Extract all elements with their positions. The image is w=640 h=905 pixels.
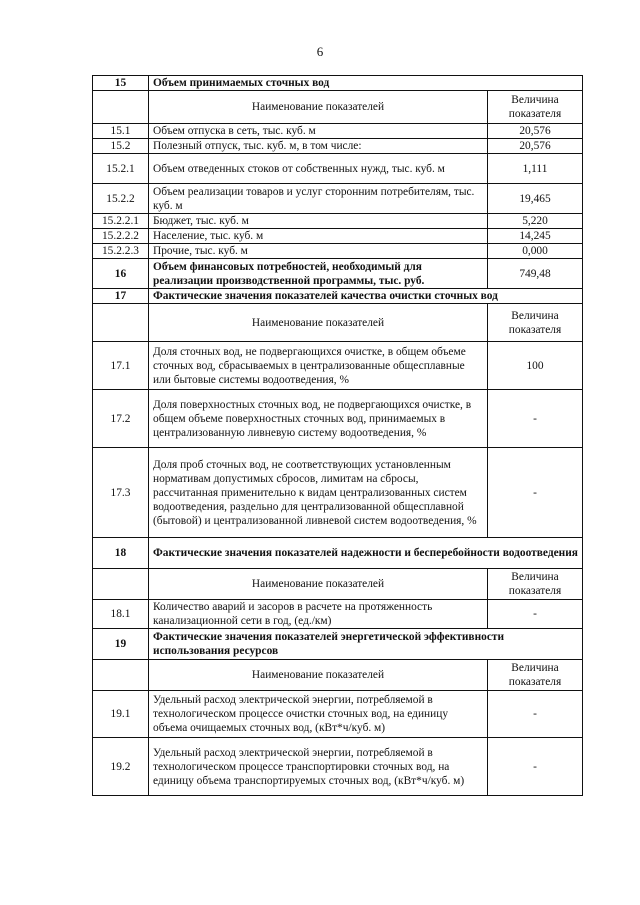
row-value: - bbox=[488, 448, 583, 538]
row-number: 15.2.2 bbox=[93, 184, 149, 214]
row-number: 17.2 bbox=[93, 390, 149, 448]
header-empty-cell bbox=[93, 91, 149, 124]
section-title: Объем финансовых потребностей, необходимый для реализации производственной программы, тыс. руб. bbox=[149, 259, 488, 289]
row-number: 18.1 bbox=[93, 600, 149, 629]
header-value: Величина показателя bbox=[488, 569, 583, 600]
column-header-row bbox=[93, 304, 583, 342]
row-value: - bbox=[488, 738, 583, 796]
column-header-row bbox=[93, 660, 583, 691]
row-name: Доля проб сточных вод, не соответствующих установленным нормативам допустимых сбросов, лимитам на сбросы, рассчитанная применительно к видам централизованных систем водоотведения, раздельно для централизованной общесплавной (бытовой) и централизованной ливневой систем водоотведения, % bbox=[149, 448, 488, 538]
table-row bbox=[93, 184, 583, 214]
row-number: 17.1 bbox=[93, 342, 149, 390]
header-empty-cell bbox=[93, 660, 149, 691]
section-header-row bbox=[93, 76, 583, 91]
section-number: 15 bbox=[93, 76, 149, 91]
table-row bbox=[93, 600, 583, 629]
row-number: 15.2 bbox=[93, 139, 149, 154]
row-name: Удельный расход электрической энергии, потребляемой в технологическом процессе очистки сточных вод, на единицу объема очищаемых сточных вод, (кВт*ч/куб. м) bbox=[149, 691, 488, 738]
table-row bbox=[93, 214, 583, 229]
table-row bbox=[93, 244, 583, 259]
section-number: 18 bbox=[93, 538, 149, 569]
section-header-row bbox=[93, 629, 583, 660]
row-value: - bbox=[488, 390, 583, 448]
section-number: 19 bbox=[93, 629, 149, 660]
section-header-row bbox=[93, 538, 583, 569]
header-name: Наименование показателей bbox=[149, 91, 488, 124]
row-name: Бюджет, тыс. куб. м bbox=[149, 214, 488, 229]
row-value: 1,111 bbox=[488, 154, 583, 184]
table-row bbox=[93, 124, 583, 139]
section-number: 16 bbox=[93, 259, 149, 289]
row-name: Объем отведенных стоков от собственных нужд, тыс. куб. м bbox=[149, 154, 488, 184]
row-value: 100 bbox=[488, 342, 583, 390]
row-name: Прочие, тыс. куб. м bbox=[149, 244, 488, 259]
row-name: Население, тыс. куб. м bbox=[149, 229, 488, 244]
row-name: Полезный отпуск, тыс. куб. м, в том числе: bbox=[149, 139, 488, 154]
section-header-row bbox=[93, 289, 583, 304]
row-name: Количество аварий и засоров в расчете на протяженность канализационной сети в год, (ед./км) bbox=[149, 600, 488, 629]
table-row bbox=[93, 139, 583, 154]
row-value: 5,220 bbox=[488, 214, 583, 229]
row-value: 20,576 bbox=[488, 139, 583, 154]
section-title: Фактические значения показателей надежности и бесперебойности водоотведения bbox=[149, 538, 583, 569]
table-row bbox=[93, 390, 583, 448]
row-value: 0,000 bbox=[488, 244, 583, 259]
row-value: 19,465 bbox=[488, 184, 583, 214]
page-number: 6 bbox=[316, 44, 324, 59]
row-value: 20,576 bbox=[488, 124, 583, 139]
table-row bbox=[93, 738, 583, 796]
header-name: Наименование показателей bbox=[149, 660, 488, 691]
row-number: 15.2.1 bbox=[93, 154, 149, 184]
table-row bbox=[93, 229, 583, 244]
column-header-row bbox=[93, 91, 583, 124]
row-number: 19.1 bbox=[93, 691, 149, 738]
table-row bbox=[93, 154, 583, 184]
row-name: Объем отпуска в сеть, тыс. куб. м bbox=[149, 124, 488, 139]
row-value: - bbox=[488, 691, 583, 738]
header-name: Наименование показателей bbox=[149, 304, 488, 342]
row-name: Объем реализации товаров и услуг сторонним потребителям, тыс. куб. м bbox=[149, 184, 488, 214]
section-value: 749,48 bbox=[488, 259, 583, 289]
header-name: Наименование показателей bbox=[149, 569, 488, 600]
section-title: Фактические значения показателей качества очистки сточных вод bbox=[149, 289, 583, 304]
section-header-row bbox=[93, 259, 583, 289]
indicators-table bbox=[92, 75, 583, 796]
row-value: - bbox=[488, 600, 583, 629]
table-row bbox=[93, 691, 583, 738]
section-title: Фактические значения показателей энергетической эффективности использования ресурсов bbox=[149, 629, 583, 660]
header-empty-cell bbox=[93, 304, 149, 342]
column-header-row bbox=[93, 569, 583, 600]
section-number: 17 bbox=[93, 289, 149, 304]
header-value: Величина показателя bbox=[488, 660, 583, 691]
section-title: Объем принимаемых сточных вод bbox=[149, 76, 583, 91]
row-number: 19.2 bbox=[93, 738, 149, 796]
row-name: Доля поверхностных сточных вод, не подвергающихся очистке, в общем объеме поверхностных сточных вод, принимаемых в централизованную ливневую систему водоотведения, % bbox=[149, 390, 488, 448]
header-empty-cell bbox=[93, 569, 149, 600]
row-number: 17.3 bbox=[93, 448, 149, 538]
row-number: 15.2.2.1 bbox=[93, 214, 149, 229]
header-value: Величина показателя bbox=[488, 91, 583, 124]
row-number: 15.1 bbox=[93, 124, 149, 139]
header-value: Величина показателя bbox=[488, 304, 583, 342]
row-number: 15.2.2.2 bbox=[93, 229, 149, 244]
table-row bbox=[93, 448, 583, 538]
row-value: 14,245 bbox=[488, 229, 583, 244]
row-number: 15.2.2.3 bbox=[93, 244, 149, 259]
row-name: Удельный расход электрической энергии, потребляемой в технологическом процессе транспортировки сточных вод, на единицу объема транспортируемых сточных вод, (кВт*ч/куб. м) bbox=[149, 738, 488, 796]
table-row bbox=[93, 342, 583, 390]
row-name: Доля сточных вод, не подвергающихся очистке, в общем объеме сточных вод, сбрасываемых в централизованные общесплавные или бытовые системы водоотведения, % bbox=[149, 342, 488, 390]
